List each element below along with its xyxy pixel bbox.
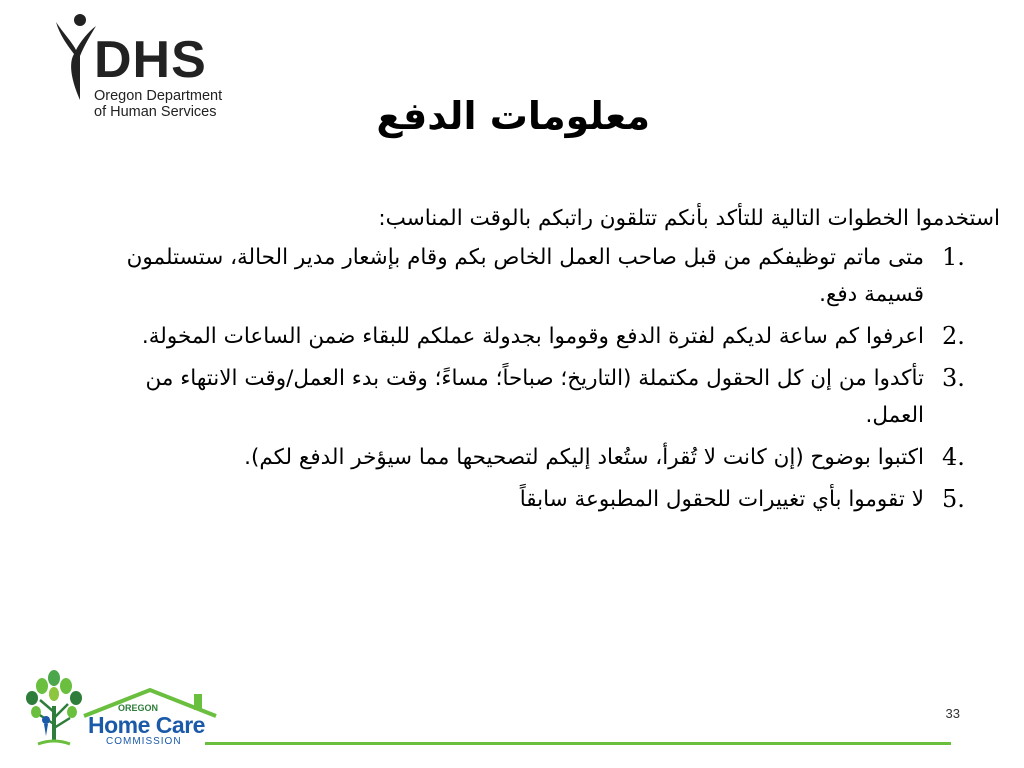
step-number: 4. bbox=[942, 443, 965, 471]
list-item bbox=[100, 439, 1000, 476]
logo-oregon-text: OREGON bbox=[118, 703, 159, 713]
footer-divider bbox=[205, 742, 951, 745]
step-text: متى ماتم توظيفكم من قبل صاحب العمل الخاص بكم وقام بإشعار مدير الحالة، ستستلمون قسيمة دفع. bbox=[126, 245, 924, 307]
step-number: 2. bbox=[942, 322, 965, 350]
step-number: 3. bbox=[942, 364, 965, 392]
step-text: اعرفوا كم ساعة لديكم لفترة الدفع وقوموا بجدولة عملكم للبقاء ضمن الساعات المخولة. bbox=[141, 324, 924, 349]
intro-text: استخدموا الخطوات التالية للتأكد بأنكم تتلقون راتبكم بالوقت المناسب: bbox=[378, 206, 1000, 231]
steps-list bbox=[100, 239, 1000, 518]
list-item bbox=[100, 481, 1000, 518]
page-number: 33 bbox=[945, 706, 960, 721]
list-item bbox=[100, 318, 1000, 355]
page-title: معلومات الدفع bbox=[376, 94, 650, 138]
step-text: اكتبوا بوضوح (إن كانت لا تُقرأ، ستُعاد إليكم لتصحيحها مما سيؤخر الدفع لكم). bbox=[244, 445, 924, 470]
dhs-wordmark: DHS bbox=[94, 31, 207, 89]
dhs-subtitle-line2: of Human Services bbox=[94, 104, 217, 120]
step-text: تأكدوا من إن كل الحقول مكتملة (التاريخ؛ صباحاً؛ مساءً؛ وقت بدء العمل/وقت الانتهاء من العمل. bbox=[145, 366, 924, 428]
step-text: لا تقوموا بأي تغييرات للحقول المطبوعة سابقاً bbox=[519, 487, 924, 512]
dhs-logo bbox=[50, 12, 250, 122]
list-item bbox=[100, 239, 1000, 313]
list-item bbox=[100, 360, 1000, 434]
tree-icon bbox=[22, 668, 88, 748]
logo-commission-text: COMMISSION bbox=[106, 736, 182, 747]
content-body bbox=[100, 200, 1000, 523]
logo-homecare-text: Home Care bbox=[88, 712, 205, 738]
step-number: 5. bbox=[942, 485, 965, 513]
dhs-subtitle-line1: Oregon Department bbox=[94, 88, 223, 104]
step-number: 1. bbox=[942, 243, 965, 271]
home-care-commission-logo bbox=[22, 668, 205, 748]
dhs-subtitle bbox=[94, 88, 222, 120]
